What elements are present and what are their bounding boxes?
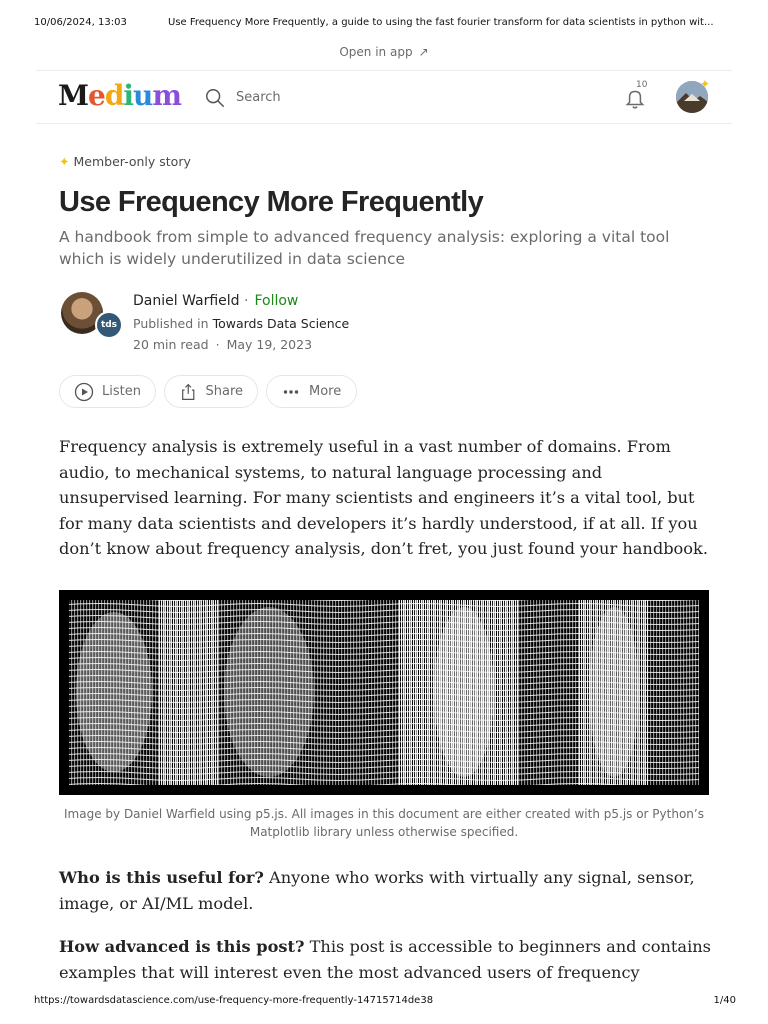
intro-paragraph: Frequency analysis is extremely useful in a vast number of domains. From audio, to mechanical systems, to natural language processing and unsupervised learning. For many scientists and engineers it’s a vital tool, but for many data scientists and developers it’s hardly understood, if at all. If you don’t know about frequency analysis, don’t fret, you just found your handbook. (59, 437, 709, 559)
image-caption: Image by Daniel Warfield using p5.js. All images in this document are either created with p5.js or Python’s Matplotlib library unless otherwise specified. (64, 807, 704, 839)
listen-label: Listen (102, 384, 141, 399)
publication-link[interactable]: Towards Data Science (212, 316, 350, 331)
more-button[interactable] (266, 375, 357, 408)
top-navigation-bar (36, 70, 732, 124)
author-name-link[interactable]: Daniel Warfield (133, 293, 240, 309)
logo-letter: u (133, 79, 153, 112)
member-sparkle-icon: ✦ (700, 77, 711, 91)
logo-letter: e (88, 79, 105, 112)
answer-text: Anyone who works with virtually any signal, sensor, image, or AI/ML model. (59, 868, 695, 913)
article-meta (133, 337, 312, 352)
open-in-app-label: Open in app (339, 45, 413, 59)
search-input[interactable]: Search (236, 90, 281, 105)
who-is-this-for-paragraph (59, 865, 711, 916)
external-arrow-icon: ↗ (418, 45, 429, 59)
play-icon (74, 382, 94, 402)
separator-dot: · (215, 337, 220, 352)
listen-button[interactable] (59, 375, 156, 408)
share-button[interactable] (164, 375, 258, 408)
publish-date: May 19, 2023 (226, 337, 313, 352)
notification-count: 10 (636, 80, 648, 90)
search-icon[interactable] (204, 87, 226, 109)
question-text: Who is this useful for? (59, 868, 264, 887)
print-url: https://towardsdatascience.com/use-frequency-more-frequently-14715714de38 (34, 995, 434, 1006)
question-text: How advanced is this post? (59, 937, 305, 956)
medium-logo[interactable] (58, 79, 181, 112)
article-subtitle: A handbook from simple to advanced frequency analysis: exploring a vital tool which is widely underutilized in data science (59, 228, 670, 268)
published-in (133, 316, 349, 331)
answer-text: This post is accessible to beginners and contains examples that will interest even the most advanced users of frequency (59, 937, 711, 982)
hero-image (59, 590, 709, 795)
member-only-text: Member-only story (73, 154, 191, 169)
how-advanced-paragraph (59, 934, 711, 986)
print-doc-title: Use Frequency More Frequently, a guide to using the fast fourier transform for data scientists in python wit... (168, 17, 714, 28)
logo-letter: m (152, 79, 182, 112)
waveform-art-icon (59, 590, 709, 795)
publication-badge[interactable]: tds (95, 311, 123, 339)
logo-letter: d (104, 79, 124, 112)
read-time: 20 min read (133, 337, 209, 352)
member-only-label (59, 154, 191, 169)
share-label: Share (205, 384, 243, 399)
logo-letter: i (123, 79, 134, 112)
share-icon (179, 382, 197, 402)
print-datetime: 10/06/2024, 13:03 (34, 17, 127, 28)
more-label: More (309, 384, 342, 399)
more-horizontal-icon (281, 382, 301, 402)
separator-dot: · (244, 293, 249, 309)
logo-letter: M (58, 79, 88, 112)
published-prefix: Published in (133, 316, 209, 331)
star-icon: ✦ (59, 154, 70, 169)
print-page-number: 1/40 (713, 995, 736, 1006)
follow-button[interactable] (244, 293, 298, 309)
follow-label: Follow (254, 293, 299, 309)
article-title: Use Frequency More Frequently (59, 186, 484, 218)
open-in-app-link[interactable] (0, 45, 768, 59)
